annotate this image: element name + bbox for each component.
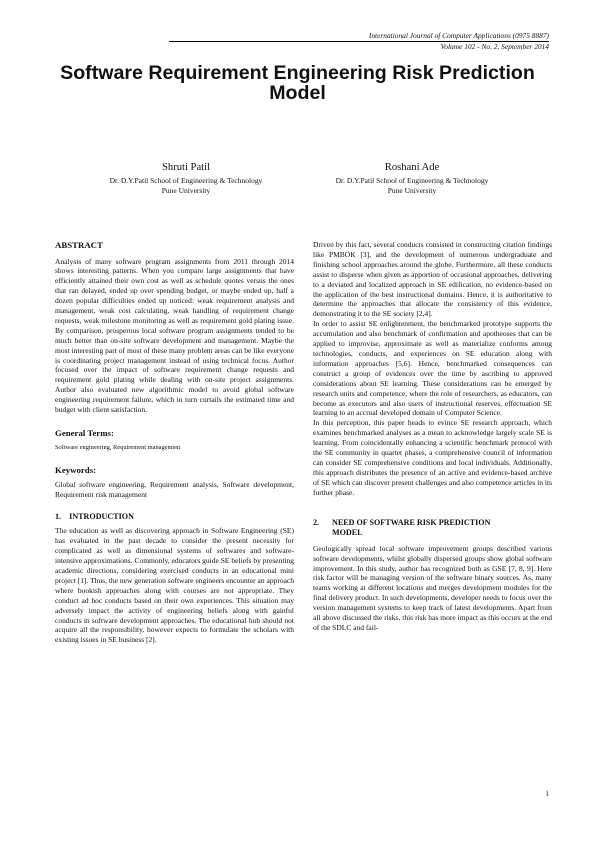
author-name: Roshani Ade bbox=[384, 162, 440, 173]
intro-heading: 1. INTRODUCTION bbox=[55, 511, 134, 521]
keywords-text: Global software engineering, Requirement analysis, Software development, Requirement risk management bbox=[55, 480, 294, 499]
author-affiliation: Dr. D.Y.Patil School of Engineering & Technology bbox=[109, 175, 263, 185]
author-institution: Pune University bbox=[161, 185, 211, 195]
section-title-line: MODEL bbox=[332, 528, 363, 538]
author-institution: Pune University bbox=[387, 185, 437, 195]
paragraph: In order to assist SE enlightenment, the benchmarked prototype supports the accumulation and also benchmark of confirmation and apotheoses that can be applied to improvise, approximate as well as materialize conforms among technologies, conducts, and experiences on SE education along with information approaches [5,6]. Hence, benchmarked consequences can construct a group of evidences over the time by ascribing to approved considerations about SE learning. These considerations can be emerged by research units and competence, where the role of researchers, as educators, can become as executors and also users of instructional reserves, effectuation SE learning to an accrual developed domain of Computer Science. bbox=[313, 319, 552, 418]
page-number: 1 bbox=[545, 789, 549, 798]
paper-title: Software Requirement Engineering Risk Prediction Model bbox=[60, 62, 535, 104]
keywords-heading: Keywords: bbox=[55, 464, 97, 475]
author-affiliation: Dr. D.Y.Patil School of Engineering & Technology bbox=[335, 175, 489, 185]
intro-text: The education as well as discovering approach in Software Engineering (SE) has evaluated in the past decade to consider the present necessity for complicated as well as dimensional systems of softwares and software-intensive approximations. Commonly, educators guide SE beliefs by presenting academic directions, considering exercised conducts in an educational mini project [1]. Thus, the new generation software engineers encounter an approach where bookish approaches along with courses are not appropriate. They conduct ad hoc conducts based on their own experiences. This situation may adversely impact the activity of engineering beliefs along with gainful conducts in software development approaches. The educational hub should not acquire all the responsibility, however expects to formulate the scholars with existing issues in SE business [2]. bbox=[55, 526, 294, 645]
abstract-text: Analysis of many software program assignments from 2011 through 2014 shows interesting patterns. When you compare large assignments that have efficiently attained their own cost as well as schedule quotes versus the ones that ran delayed, ended up over spending budget, or maybe ended up, half a dozen popular difficulties ended up noticed: weak requirement analysis and management, weak cost calculating, weak handling of requirement change requests, weak milestone monitoring as well as requirement gold plating issue. By comparison, prosperous local software program assignments tended to be much better than on-site software development and management. Maybe the most interesting part of most of these many problem areas can be like everyone is coordinating project management instead of using technical focus. Author focused over the impact of software requirement change requests and requirement gold plating while dealing with on-site project assignments. Author also evaluated new algorithmic model to avoid global software engineering requirement failure, which in turn curtails the estimated time and budget with client satisfaction. bbox=[55, 256, 294, 415]
section-title bbox=[332, 518, 490, 539]
author-block-2 bbox=[312, 162, 512, 196]
author-name: Shruti Patil bbox=[162, 162, 210, 173]
paragraph: In this perception, this paper heads to evince SE research approach, which examines benchmarked analyses as a mean to acknowledge largely scale SE is learning. From coincidentally enhancing a scientific benchmark protocol with the SE community in quartet phases, a comprehensive council of information can consider SE comprehensive conditions and local individuals. Additionally, this approach distributes the presence of an active and evidence-based archive of SE which can discover present challenges and also competence articles in its further phase. bbox=[313, 418, 552, 497]
paragraph: Geologically spread local software improvement groups described various software developments, whilst globally dispersed groups show global software improvement. In this study, author has recognized both as GSE [7, 8, 9]. Here risk factor will be managing version of the software binary sources. As, many teams working at different locations and merges development modules for the final delivery product. In such developments, developer needs to focus over the version management systems to keep track of latest developments. Apart from all above discussed the risks, this risk has more impact as this occurs at the end of the SDLC and fail- bbox=[313, 543, 552, 632]
journal-name: International Journal of Computer Applications (0975 8887) bbox=[169, 31, 549, 42]
paragraph: Driven by this fact, several conducts consisted in constructing citation findings like PMBOK [3], and the development of numerous undergraduate and finishing school approaches around the globe. Furthermore, all these conducts assist to disperse when given as apportion of occasional approaches, delivering to a deviated and localized approach in SE edification, no evidence-based on the application of the best instructional domains. Hence, it is authoritative to determine the approaches that allocate the consistency of this evidence, demonstrating it to the SE society [2,4]. bbox=[313, 240, 552, 319]
volume-info: Volume 102 - No. 2, September 2014 bbox=[440, 42, 549, 52]
author-block-1 bbox=[86, 162, 286, 196]
section-number: 2. bbox=[313, 517, 320, 527]
left-column bbox=[55, 240, 294, 645]
general-terms-text: Software engineering, Requirement management bbox=[55, 443, 181, 451]
abstract-heading: ABSTRACT bbox=[55, 240, 103, 250]
journal-header bbox=[169, 31, 549, 52]
section-2-heading bbox=[313, 518, 552, 539]
general-terms-heading: General Terms: bbox=[55, 428, 114, 438]
right-column bbox=[313, 240, 552, 633]
section-title-line: NEED OF SOFTWARE RISK PREDICTION bbox=[332, 517, 491, 527]
